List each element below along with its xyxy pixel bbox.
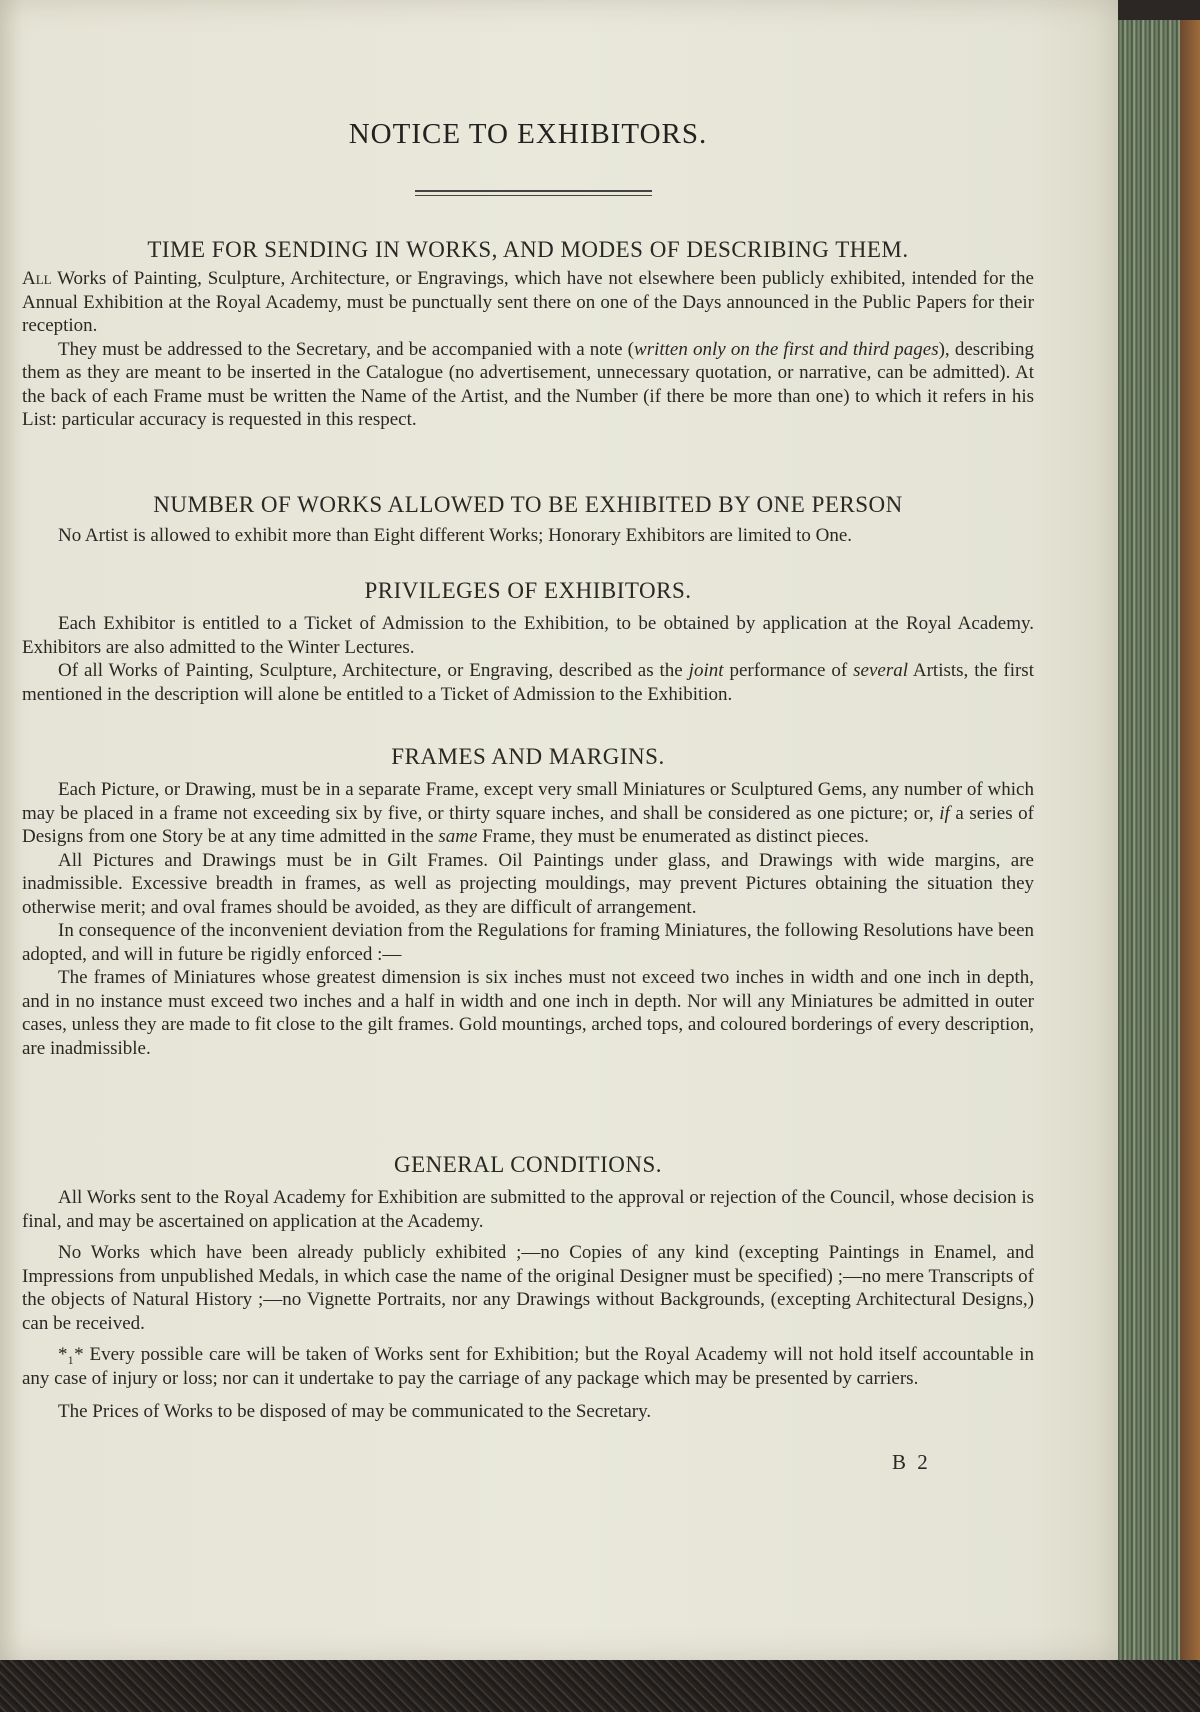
paragraph: All Works of Painting, Sculpture, Architecture, or Engravings, which have not elsewhere been publicly exhibited, intended for the Annual Exhibition at the Royal Academy, must be punctually sent there on one of the Days announced in the Public Papers for their reception.: [22, 268, 1034, 336]
title-rule: [415, 190, 652, 196]
section-heading: NUMBER OF WORKS ALLOWED TO BE EXHIBITED BY ONE PERSON: [153, 492, 903, 517]
section-heading: GENERAL CONDITIONS.: [393, 1152, 662, 1177]
paragraph: Each Picture, or Drawing, must be in a separate Frame, except very small Miniatures or Sculptured Gems, any number of which may be placed in a frame not exceeding six by five, or thirty square inches, and shall be considered as one picture; or, if a series of Designs from one Story be at any time admitted in the same Frame, they must be enumerated as distinct pieces.: [22, 779, 1034, 847]
book-cover-edge: [0, 1660, 1200, 1712]
asterism-mark: *₁*: [58, 1344, 84, 1365]
paragraph: No Works which have been already publicly exhibited ;—no Copies of any kind (excepting Paintings in Enamel, and Impressions from unpublished Medals, in which case the name of the original Designer must be specified) ;—no mere Transcripts of the objects of Natural History ;—no Vignette Portraits, nor any Drawings without Backgrounds, (excepting Architectural Designs,) can be received.: [22, 1242, 1034, 1334]
section-privileges: [22, 576, 1034, 706]
section-time-for-sending: [22, 235, 1034, 432]
section-general-conditions: [22, 1150, 1034, 1424]
paragraph: They must be addressed to the Secretary, and be accompanied with a note (written only on the first and third pages), describing them as they are meant to be inserted in the Catalogue (no advertisement, unnecessary quotation, or narrative, can be admitted). At the back of each Frame must be written the Name of the Artist, and the Number (if there be more than one) to which it refers in his List: particular accuracy is requested in this respect.: [22, 338, 1034, 430]
paragraph: Each Exhibitor is entitled to a Ticket of Admission to the Exhibition, to be obtained by application at the Royal Academy. Exhibitors are also admitted to the Winter Lectures.: [22, 613, 1034, 658]
paragraph: *₁* Every possible care will be taken of Works sent for Exhibition; but the Royal Academy will not hold itself accountable in any case of injury or loss; nor can it undertake to pay the carriage of any package which may be presented by carriers.: [22, 1344, 1034, 1389]
paragraph: All Pictures and Drawings must be in Gilt Frames. Oil Paintings under glass, and Drawings with wide margins, are inadmissible. Excessive breadth in frames, as well as projecting mouldings, may prevent Pictures obtaining the situation they otherwise merit; and oval frames should be avoided, as they are difficult of arrangement.: [22, 849, 1034, 918]
paragraph: Of all Works of Painting, Sculpture, Architecture, or Engraving, described as the joint performance of several Artists, the first mentioned in the description will alone be entitled to a Ticket of Admission to the Exhibition.: [22, 660, 1034, 705]
paragraph-lead: All: [22, 268, 52, 289]
page-folio: B 2: [892, 1450, 931, 1474]
paragraph: The Prices of Works to be disposed of may be communicated to the Secretary.: [58, 1401, 652, 1422]
paragraph: All Works sent to the Royal Academy for Exhibition are submitted to the approval or rejection of the Council, whose decision is final, and may be ascertained on application at the Academy.: [22, 1187, 1034, 1232]
section-frames-and-margins: [22, 742, 1034, 1060]
paragraph: In consequence of the inconvenient deviation from the Regulations for framing Miniatures, the following Resolutions have been adopted, and will in future be rigidly enforced :—: [22, 920, 1034, 965]
section-heading: PRIVILEGES OF EXHIBITORS.: [364, 578, 692, 603]
section-heading: TIME FOR SENDING IN WORKS, AND MODES OF DESCRIBING THEM.: [147, 237, 909, 262]
paragraph: The frames of Miniatures whose greatest dimension is six inches must not exceed two inches in width and one inch in depth, and in no instance must exceed two inches and a half in width and one inch in depth. Nor will any Miniatures be admitted in outer cases, unless they are made to fit close to the gilt frames. Gold mountings, arched tops, and coloured borderings of every description, are inadmissible.: [22, 967, 1035, 1059]
section-number-of-works: [22, 490, 1034, 548]
paragraph: No Artist is allowed to exhibit more than Eight different Works; Honorary Exhibitors are limited to One.: [58, 525, 853, 546]
page-edges: [1118, 20, 1200, 1670]
section-heading: FRAMES AND MARGINS.: [391, 744, 665, 769]
page-title: NOTICE TO EXHIBITORS.: [348, 118, 708, 150]
